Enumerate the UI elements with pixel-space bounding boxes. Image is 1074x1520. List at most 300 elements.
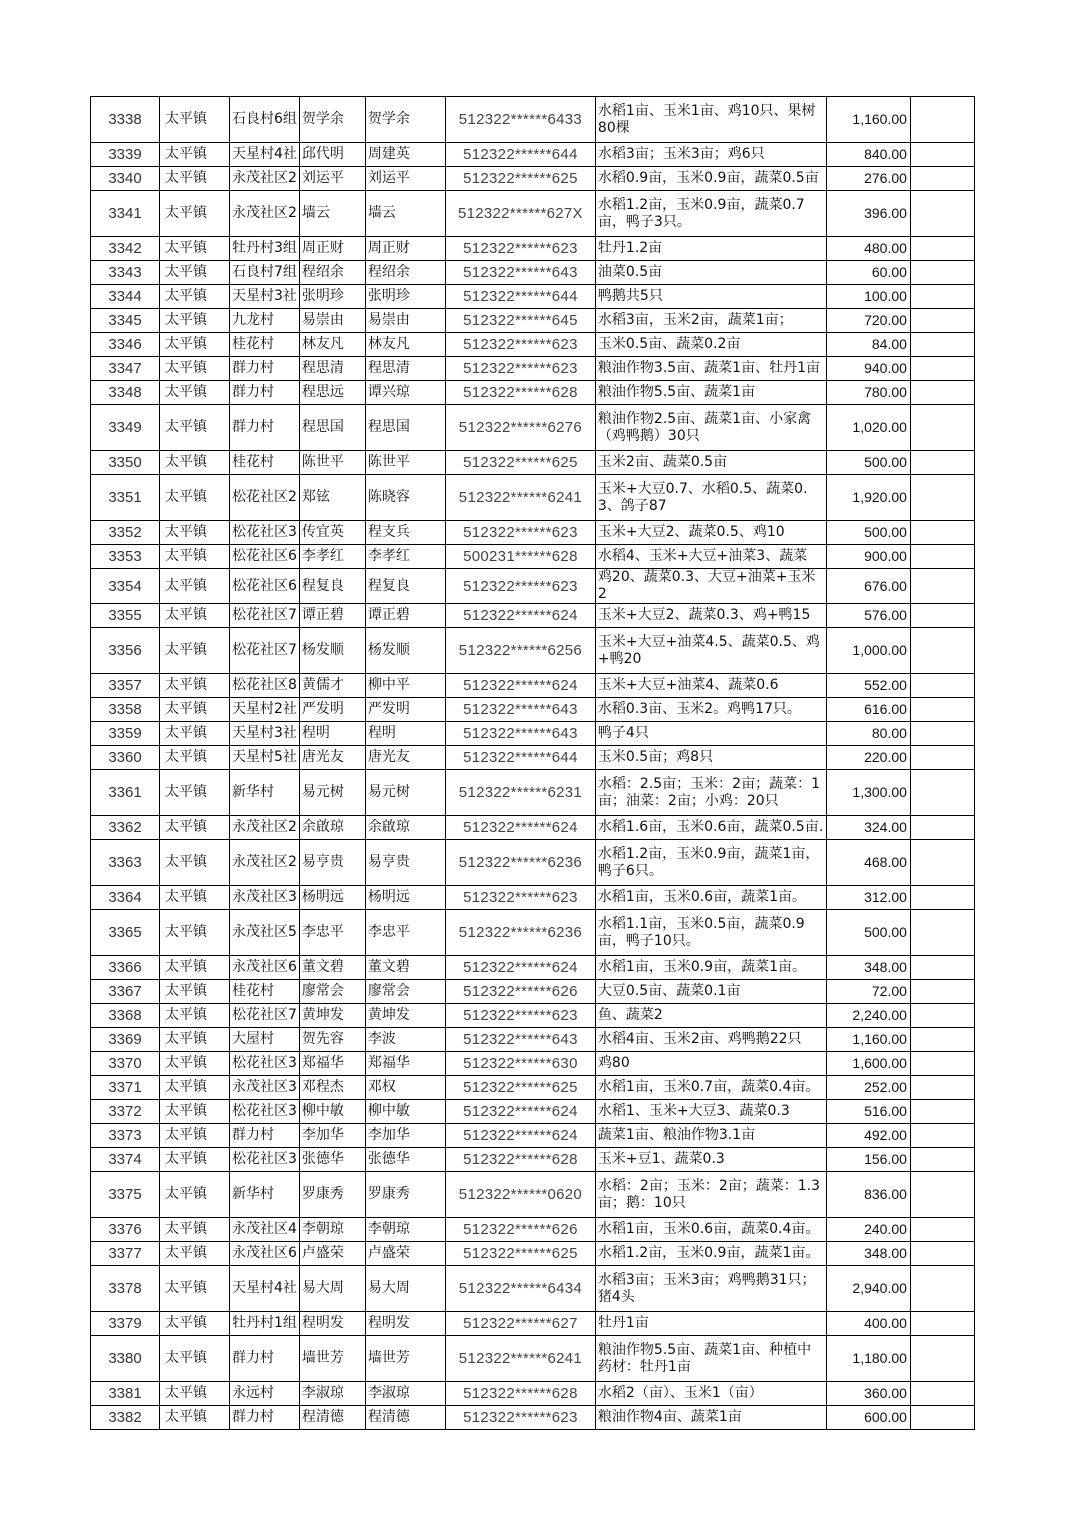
note bbox=[910, 1076, 974, 1100]
table-row bbox=[91, 956, 975, 980]
household-head: 张明珍 bbox=[299, 285, 365, 309]
loss-description: 鸡80 bbox=[595, 1052, 826, 1076]
row-number: 3377 bbox=[91, 1242, 160, 1266]
row-number: 3376 bbox=[91, 1218, 160, 1242]
subsidy-amount: 552.00 bbox=[826, 674, 910, 698]
payee: 卢盛荣 bbox=[365, 1242, 445, 1266]
village: 松花社区3 bbox=[230, 1100, 300, 1124]
payee: 贺学余 bbox=[365, 97, 445, 143]
table-row bbox=[91, 886, 975, 910]
id-number: 512322******6241 bbox=[445, 1336, 595, 1382]
household-head: 柳中敏 bbox=[299, 1100, 365, 1124]
note bbox=[910, 1172, 974, 1218]
table-row bbox=[91, 475, 975, 521]
village: 天星村2社 bbox=[230, 698, 300, 722]
row-number: 3343 bbox=[91, 261, 160, 285]
town: 太平镇 bbox=[160, 1172, 230, 1218]
payee: 程明 bbox=[365, 722, 445, 746]
subsidy-amount: 84.00 bbox=[826, 333, 910, 357]
payee: 李朝琼 bbox=[365, 1218, 445, 1242]
subsidy-amount: 312.00 bbox=[826, 886, 910, 910]
loss-description: 水稻1.2亩，玉米0.9亩，蔬菜1亩，鸭子6只。 bbox=[595, 840, 826, 886]
note bbox=[910, 980, 974, 1004]
subsidy-amount: 156.00 bbox=[826, 1148, 910, 1172]
household-head: 易崇由 bbox=[299, 309, 365, 333]
household-head: 传宜英 bbox=[299, 521, 365, 545]
note bbox=[910, 746, 974, 770]
town: 太平镇 bbox=[160, 381, 230, 405]
town: 太平镇 bbox=[160, 1100, 230, 1124]
table-row bbox=[91, 1124, 975, 1148]
town: 太平镇 bbox=[160, 405, 230, 451]
subsidy-amount: 2,240.00 bbox=[826, 1004, 910, 1028]
payee: 郑福华 bbox=[365, 1052, 445, 1076]
table-row bbox=[91, 381, 975, 405]
row-number: 3357 bbox=[91, 674, 160, 698]
village: 大屋村 bbox=[230, 1028, 300, 1052]
subsidy-amount: 576.00 bbox=[826, 604, 910, 628]
id-number: 512322******628 bbox=[445, 1148, 595, 1172]
id-number: 512322******623 bbox=[445, 333, 595, 357]
town: 太平镇 bbox=[160, 886, 230, 910]
village: 永茂社区2 bbox=[230, 167, 300, 191]
table-row bbox=[91, 167, 975, 191]
household-head: 程明 bbox=[299, 722, 365, 746]
id-number: 512322******0620 bbox=[445, 1172, 595, 1218]
note bbox=[910, 521, 974, 545]
loss-description: 牡丹1亩 bbox=[595, 1312, 826, 1336]
id-number: 512322******6434 bbox=[445, 1266, 595, 1312]
table-row bbox=[91, 191, 975, 237]
note bbox=[910, 1312, 974, 1336]
loss-description: 玉米+大豆2、蔬菜0.5、鸡10 bbox=[595, 521, 826, 545]
household-head: 邓程杰 bbox=[299, 1076, 365, 1100]
town: 太平镇 bbox=[160, 285, 230, 309]
loss-description: 玉米0.5亩、蔬菜0.2亩 bbox=[595, 333, 826, 357]
subsidy-amount: 836.00 bbox=[826, 1172, 910, 1218]
subsidy-amount: 500.00 bbox=[826, 910, 910, 956]
id-number: 512322******626 bbox=[445, 1218, 595, 1242]
town: 太平镇 bbox=[160, 698, 230, 722]
note bbox=[910, 1004, 974, 1028]
id-number: 512322******6433 bbox=[445, 97, 595, 143]
loss-description: 水稻1.2亩，玉米0.9亩，蔬菜1亩。 bbox=[595, 1242, 826, 1266]
village: 永茂社区2 bbox=[230, 191, 300, 237]
village: 永茂社区3 bbox=[230, 1076, 300, 1100]
loss-description: 水稻1、玉米+大豆3、蔬菜0.3 bbox=[595, 1100, 826, 1124]
subsidy-amount: 1,000.00 bbox=[826, 628, 910, 674]
town: 太平镇 bbox=[160, 569, 230, 604]
row-number: 3347 bbox=[91, 357, 160, 381]
town: 太平镇 bbox=[160, 1312, 230, 1336]
town: 太平镇 bbox=[160, 604, 230, 628]
loss-description: 油菜0.5亩 bbox=[595, 261, 826, 285]
loss-description: 鸡20、蔬菜0.3、大豆+油菜+玉米2 bbox=[595, 569, 826, 604]
note bbox=[910, 1406, 974, 1430]
village: 天星村3社 bbox=[230, 722, 300, 746]
village: 天星村5社 bbox=[230, 746, 300, 770]
row-number: 3375 bbox=[91, 1172, 160, 1218]
village: 群力村 bbox=[230, 1336, 300, 1382]
row-number: 3364 bbox=[91, 886, 160, 910]
town: 太平镇 bbox=[160, 261, 230, 285]
household-head: 程绍余 bbox=[299, 261, 365, 285]
id-number: 512322******6256 bbox=[445, 628, 595, 674]
payee: 张明珍 bbox=[365, 285, 445, 309]
row-number: 3379 bbox=[91, 1312, 160, 1336]
town: 太平镇 bbox=[160, 722, 230, 746]
table-row bbox=[91, 770, 975, 816]
village: 永茂社区2 bbox=[230, 816, 300, 840]
village: 群力村 bbox=[230, 357, 300, 381]
loss-description: 水稻0.9亩，玉米0.9亩，蔬菜0.5亩 bbox=[595, 167, 826, 191]
household-head: 唐光友 bbox=[299, 746, 365, 770]
subsidy-amount: 780.00 bbox=[826, 381, 910, 405]
household-head: 余啟琼 bbox=[299, 816, 365, 840]
table-row bbox=[91, 1052, 975, 1076]
loss-description: 牡丹1.2亩 bbox=[595, 237, 826, 261]
village: 天星村3社 bbox=[230, 285, 300, 309]
town: 太平镇 bbox=[160, 956, 230, 980]
id-number: 512322******625 bbox=[445, 1076, 595, 1100]
row-number: 3349 bbox=[91, 405, 160, 451]
subsidy-amount: 1,600.00 bbox=[826, 1052, 910, 1076]
town: 太平镇 bbox=[160, 237, 230, 261]
town: 太平镇 bbox=[160, 840, 230, 886]
table-row bbox=[91, 674, 975, 698]
table-row bbox=[91, 237, 975, 261]
loss-description: 玉米0.5亩；鸡8只 bbox=[595, 746, 826, 770]
town: 太平镇 bbox=[160, 1242, 230, 1266]
village: 永茂社区6 bbox=[230, 1242, 300, 1266]
town: 太平镇 bbox=[160, 521, 230, 545]
id-number: 512322******624 bbox=[445, 1124, 595, 1148]
id-number: 512322******625 bbox=[445, 1242, 595, 1266]
town: 太平镇 bbox=[160, 475, 230, 521]
payee: 杨发顺 bbox=[365, 628, 445, 674]
village: 松花社区7 bbox=[230, 1004, 300, 1028]
loss-description: 蔬菜1亩、粮油作物3.1亩 bbox=[595, 1124, 826, 1148]
id-number: 512322******6276 bbox=[445, 405, 595, 451]
village: 桂花村 bbox=[230, 333, 300, 357]
id-number: 512322******623 bbox=[445, 1004, 595, 1028]
village: 松花社区6 bbox=[230, 569, 300, 604]
village: 新华村 bbox=[230, 770, 300, 816]
village: 永茂社区2 bbox=[230, 840, 300, 886]
note bbox=[910, 333, 974, 357]
note bbox=[910, 674, 974, 698]
payee: 唐光友 bbox=[365, 746, 445, 770]
id-number: 512322******643 bbox=[445, 1028, 595, 1052]
row-number: 3353 bbox=[91, 545, 160, 569]
row-number: 3339 bbox=[91, 143, 160, 167]
row-number: 3359 bbox=[91, 722, 160, 746]
loss-description: 水稻1亩，玉米0.9亩，蔬菜1亩。 bbox=[595, 956, 826, 980]
subsidy-amount: 492.00 bbox=[826, 1124, 910, 1148]
town: 太平镇 bbox=[160, 1052, 230, 1076]
subsidy-amount: 468.00 bbox=[826, 840, 910, 886]
town: 太平镇 bbox=[160, 1336, 230, 1382]
note bbox=[910, 628, 974, 674]
id-number: 512322******6241 bbox=[445, 475, 595, 521]
id-number: 512322******623 bbox=[445, 1406, 595, 1430]
household-head: 易亨贵 bbox=[299, 840, 365, 886]
village: 永远村 bbox=[230, 1382, 300, 1406]
table-row bbox=[91, 1242, 975, 1266]
payee: 周建英 bbox=[365, 143, 445, 167]
payee: 程复良 bbox=[365, 569, 445, 604]
row-number: 3365 bbox=[91, 910, 160, 956]
table-row bbox=[91, 333, 975, 357]
note bbox=[910, 1100, 974, 1124]
row-number: 3344 bbox=[91, 285, 160, 309]
table-row bbox=[91, 261, 975, 285]
row-number: 3371 bbox=[91, 1076, 160, 1100]
village: 群力村 bbox=[230, 1406, 300, 1430]
payee: 程支兵 bbox=[365, 521, 445, 545]
row-number: 3382 bbox=[91, 1406, 160, 1430]
table-row bbox=[91, 1076, 975, 1100]
town: 太平镇 bbox=[160, 980, 230, 1004]
town: 太平镇 bbox=[160, 167, 230, 191]
village: 松花社区7 bbox=[230, 604, 300, 628]
id-number: 512322******643 bbox=[445, 722, 595, 746]
payee: 余啟琼 bbox=[365, 816, 445, 840]
table-row bbox=[91, 1172, 975, 1218]
village: 石良村7组 bbox=[230, 261, 300, 285]
note bbox=[910, 1266, 974, 1312]
row-number: 3363 bbox=[91, 840, 160, 886]
subsidy-amount: 720.00 bbox=[826, 309, 910, 333]
payee: 柳中敏 bbox=[365, 1100, 445, 1124]
town: 太平镇 bbox=[160, 674, 230, 698]
note bbox=[910, 1382, 974, 1406]
row-number: 3370 bbox=[91, 1052, 160, 1076]
loss-description: 鱼、蔬菜2 bbox=[595, 1004, 826, 1028]
id-number: 512322******644 bbox=[445, 746, 595, 770]
table-row bbox=[91, 451, 975, 475]
household-head: 董文碧 bbox=[299, 956, 365, 980]
village: 永茂社区4 bbox=[230, 1218, 300, 1242]
town: 太平镇 bbox=[160, 1004, 230, 1028]
payee: 易大周 bbox=[365, 1266, 445, 1312]
note bbox=[910, 237, 974, 261]
loss-description: 水稻4亩、玉米2亩、鸡鸭鹅22只 bbox=[595, 1028, 826, 1052]
household-head: 程清德 bbox=[299, 1406, 365, 1430]
id-number: 512322******6236 bbox=[445, 910, 595, 956]
note bbox=[910, 569, 974, 604]
town: 太平镇 bbox=[160, 333, 230, 357]
loss-description: 粮油作物5.5亩、蔬菜1亩、种植中药材：牡丹1亩 bbox=[595, 1336, 826, 1382]
household-head: 李加华 bbox=[299, 1124, 365, 1148]
payee: 陈晓容 bbox=[365, 475, 445, 521]
loss-description: 玉米+豆1、蔬菜0.3 bbox=[595, 1148, 826, 1172]
row-number: 3358 bbox=[91, 698, 160, 722]
subsidy-table bbox=[90, 96, 975, 1430]
table-row bbox=[91, 521, 975, 545]
note bbox=[910, 722, 974, 746]
town: 太平镇 bbox=[160, 191, 230, 237]
table-row bbox=[91, 1336, 975, 1382]
town: 太平镇 bbox=[160, 1266, 230, 1312]
village: 松花社区3 bbox=[230, 1148, 300, 1172]
village: 永茂社区5 bbox=[230, 910, 300, 956]
village: 牡丹村3组 bbox=[230, 237, 300, 261]
subsidy-amount: 348.00 bbox=[826, 956, 910, 980]
loss-description: 水稻2（亩）、玉米1（亩） bbox=[595, 1382, 826, 1406]
household-head: 程思国 bbox=[299, 405, 365, 451]
row-number: 3354 bbox=[91, 569, 160, 604]
id-number: 512322******643 bbox=[445, 261, 595, 285]
town: 太平镇 bbox=[160, 1076, 230, 1100]
table-row bbox=[91, 1148, 975, 1172]
note bbox=[910, 1124, 974, 1148]
id-number: 512322******6231 bbox=[445, 770, 595, 816]
subsidy-amount: 940.00 bbox=[826, 357, 910, 381]
payee: 程思清 bbox=[365, 357, 445, 381]
household-head: 墙世芳 bbox=[299, 1336, 365, 1382]
household-head: 谭正碧 bbox=[299, 604, 365, 628]
table-row bbox=[91, 97, 975, 143]
subsidy-amount: 500.00 bbox=[826, 521, 910, 545]
payee: 张德华 bbox=[365, 1148, 445, 1172]
subsidy-amount: 100.00 bbox=[826, 285, 910, 309]
village: 桂花村 bbox=[230, 451, 300, 475]
village: 永茂社区3 bbox=[230, 886, 300, 910]
payee: 周正财 bbox=[365, 237, 445, 261]
note bbox=[910, 1336, 974, 1382]
payee: 易崇由 bbox=[365, 309, 445, 333]
town: 太平镇 bbox=[160, 97, 230, 143]
subsidy-amount: 1,160.00 bbox=[826, 97, 910, 143]
household-head: 林友凡 bbox=[299, 333, 365, 357]
id-number: 512322******6236 bbox=[445, 840, 595, 886]
note bbox=[910, 309, 974, 333]
id-number: 512322******624 bbox=[445, 674, 595, 698]
town: 太平镇 bbox=[160, 545, 230, 569]
payee: 陈世平 bbox=[365, 451, 445, 475]
household-head: 刘运平 bbox=[299, 167, 365, 191]
household-head: 杨发顺 bbox=[299, 628, 365, 674]
id-number: 512322******625 bbox=[445, 451, 595, 475]
loss-description: 水稻1.2亩，玉米0.9亩，蔬菜0.7亩，鸭子3只。 bbox=[595, 191, 826, 237]
subsidy-amount: 72.00 bbox=[826, 980, 910, 1004]
row-number: 3341 bbox=[91, 191, 160, 237]
payee: 刘运平 bbox=[365, 167, 445, 191]
loss-description: 玉米+大豆2、蔬菜0.3、鸡+鸭15 bbox=[595, 604, 826, 628]
loss-description: 水稻3亩；玉米3亩；鸡鸭鹅31只；猪4头 bbox=[595, 1266, 826, 1312]
note bbox=[910, 956, 974, 980]
payee: 邓权 bbox=[365, 1076, 445, 1100]
village: 松花社区8 bbox=[230, 674, 300, 698]
household-head: 程思清 bbox=[299, 357, 365, 381]
payee: 柳中平 bbox=[365, 674, 445, 698]
household-head: 郑福华 bbox=[299, 1052, 365, 1076]
id-number: 500231******628 bbox=[445, 545, 595, 569]
row-number: 3366 bbox=[91, 956, 160, 980]
household-head: 郑铉 bbox=[299, 475, 365, 521]
id-number: 512322******623 bbox=[445, 521, 595, 545]
town: 太平镇 bbox=[160, 1218, 230, 1242]
village: 桂花村 bbox=[230, 980, 300, 1004]
table-row bbox=[91, 816, 975, 840]
id-number: 512322******624 bbox=[445, 816, 595, 840]
household-head: 严发明 bbox=[299, 698, 365, 722]
loss-description: 粮油作物3.5亩、蔬菜1亩、牡丹1亩 bbox=[595, 357, 826, 381]
note bbox=[910, 381, 974, 405]
table-row bbox=[91, 357, 975, 381]
subsidy-amount: 2,940.00 bbox=[826, 1266, 910, 1312]
table-row bbox=[91, 309, 975, 333]
row-number: 3380 bbox=[91, 1336, 160, 1382]
row-number: 3374 bbox=[91, 1148, 160, 1172]
village: 松花社区3 bbox=[230, 521, 300, 545]
subsidy-amount: 516.00 bbox=[826, 1100, 910, 1124]
household-head: 邱代明 bbox=[299, 143, 365, 167]
id-number: 512322******624 bbox=[445, 604, 595, 628]
loss-description: 玉米2亩、蔬菜0.5亩 bbox=[595, 451, 826, 475]
subsidy-amount: 600.00 bbox=[826, 1406, 910, 1430]
loss-description: 粮油作物2.5亩、蔬菜1亩、小家禽（鸡鸭鹅）30只 bbox=[595, 405, 826, 451]
subsidy-amount: 360.00 bbox=[826, 1382, 910, 1406]
household-head: 周正财 bbox=[299, 237, 365, 261]
subsidy-amount: 480.00 bbox=[826, 237, 910, 261]
note bbox=[910, 405, 974, 451]
note bbox=[910, 451, 974, 475]
town: 太平镇 bbox=[160, 357, 230, 381]
payee: 谭兴琼 bbox=[365, 381, 445, 405]
loss-description: 粮油作物5.5亩、蔬菜1亩 bbox=[595, 381, 826, 405]
table-row bbox=[91, 1406, 975, 1430]
loss-description: 水稻：2.5亩；玉米：2亩；蔬菜：1亩；油菜：2亩；小鸡：20只 bbox=[595, 770, 826, 816]
id-number: 512322******644 bbox=[445, 143, 595, 167]
village: 九龙村 bbox=[230, 309, 300, 333]
village: 群力村 bbox=[230, 381, 300, 405]
row-number: 3369 bbox=[91, 1028, 160, 1052]
subsidy-amount: 324.00 bbox=[826, 816, 910, 840]
loss-description: 粮油作物4亩、蔬菜1亩 bbox=[595, 1406, 826, 1430]
id-number: 512322******626 bbox=[445, 980, 595, 1004]
household-head: 贺学余 bbox=[299, 97, 365, 143]
town: 太平镇 bbox=[160, 1028, 230, 1052]
payee: 李忠平 bbox=[365, 910, 445, 956]
payee: 程清德 bbox=[365, 1406, 445, 1430]
subsidy-amount: 252.00 bbox=[826, 1076, 910, 1100]
subsidy-amount: 276.00 bbox=[826, 167, 910, 191]
note bbox=[910, 604, 974, 628]
loss-description: 水稻3亩；玉米3亩；鸡6只 bbox=[595, 143, 826, 167]
subsidy-amount: 1,920.00 bbox=[826, 475, 910, 521]
note bbox=[910, 261, 974, 285]
town: 太平镇 bbox=[160, 770, 230, 816]
household-head: 杨明远 bbox=[299, 886, 365, 910]
row-number: 3350 bbox=[91, 451, 160, 475]
payee: 墙世芳 bbox=[365, 1336, 445, 1382]
id-number: 512322******623 bbox=[445, 237, 595, 261]
household-head: 墙云 bbox=[299, 191, 365, 237]
table-row bbox=[91, 405, 975, 451]
subsidy-amount: 220.00 bbox=[826, 746, 910, 770]
row-number: 3361 bbox=[91, 770, 160, 816]
village: 石良村6组 bbox=[230, 97, 300, 143]
loss-description: 水稻3亩，玉米2亩，蔬菜1亩； bbox=[595, 309, 826, 333]
id-number: 512322******627 bbox=[445, 1312, 595, 1336]
id-number: 512322******628 bbox=[445, 1382, 595, 1406]
household-head: 陈世平 bbox=[299, 451, 365, 475]
table-row bbox=[91, 1312, 975, 1336]
note bbox=[910, 191, 974, 237]
payee: 程绍余 bbox=[365, 261, 445, 285]
